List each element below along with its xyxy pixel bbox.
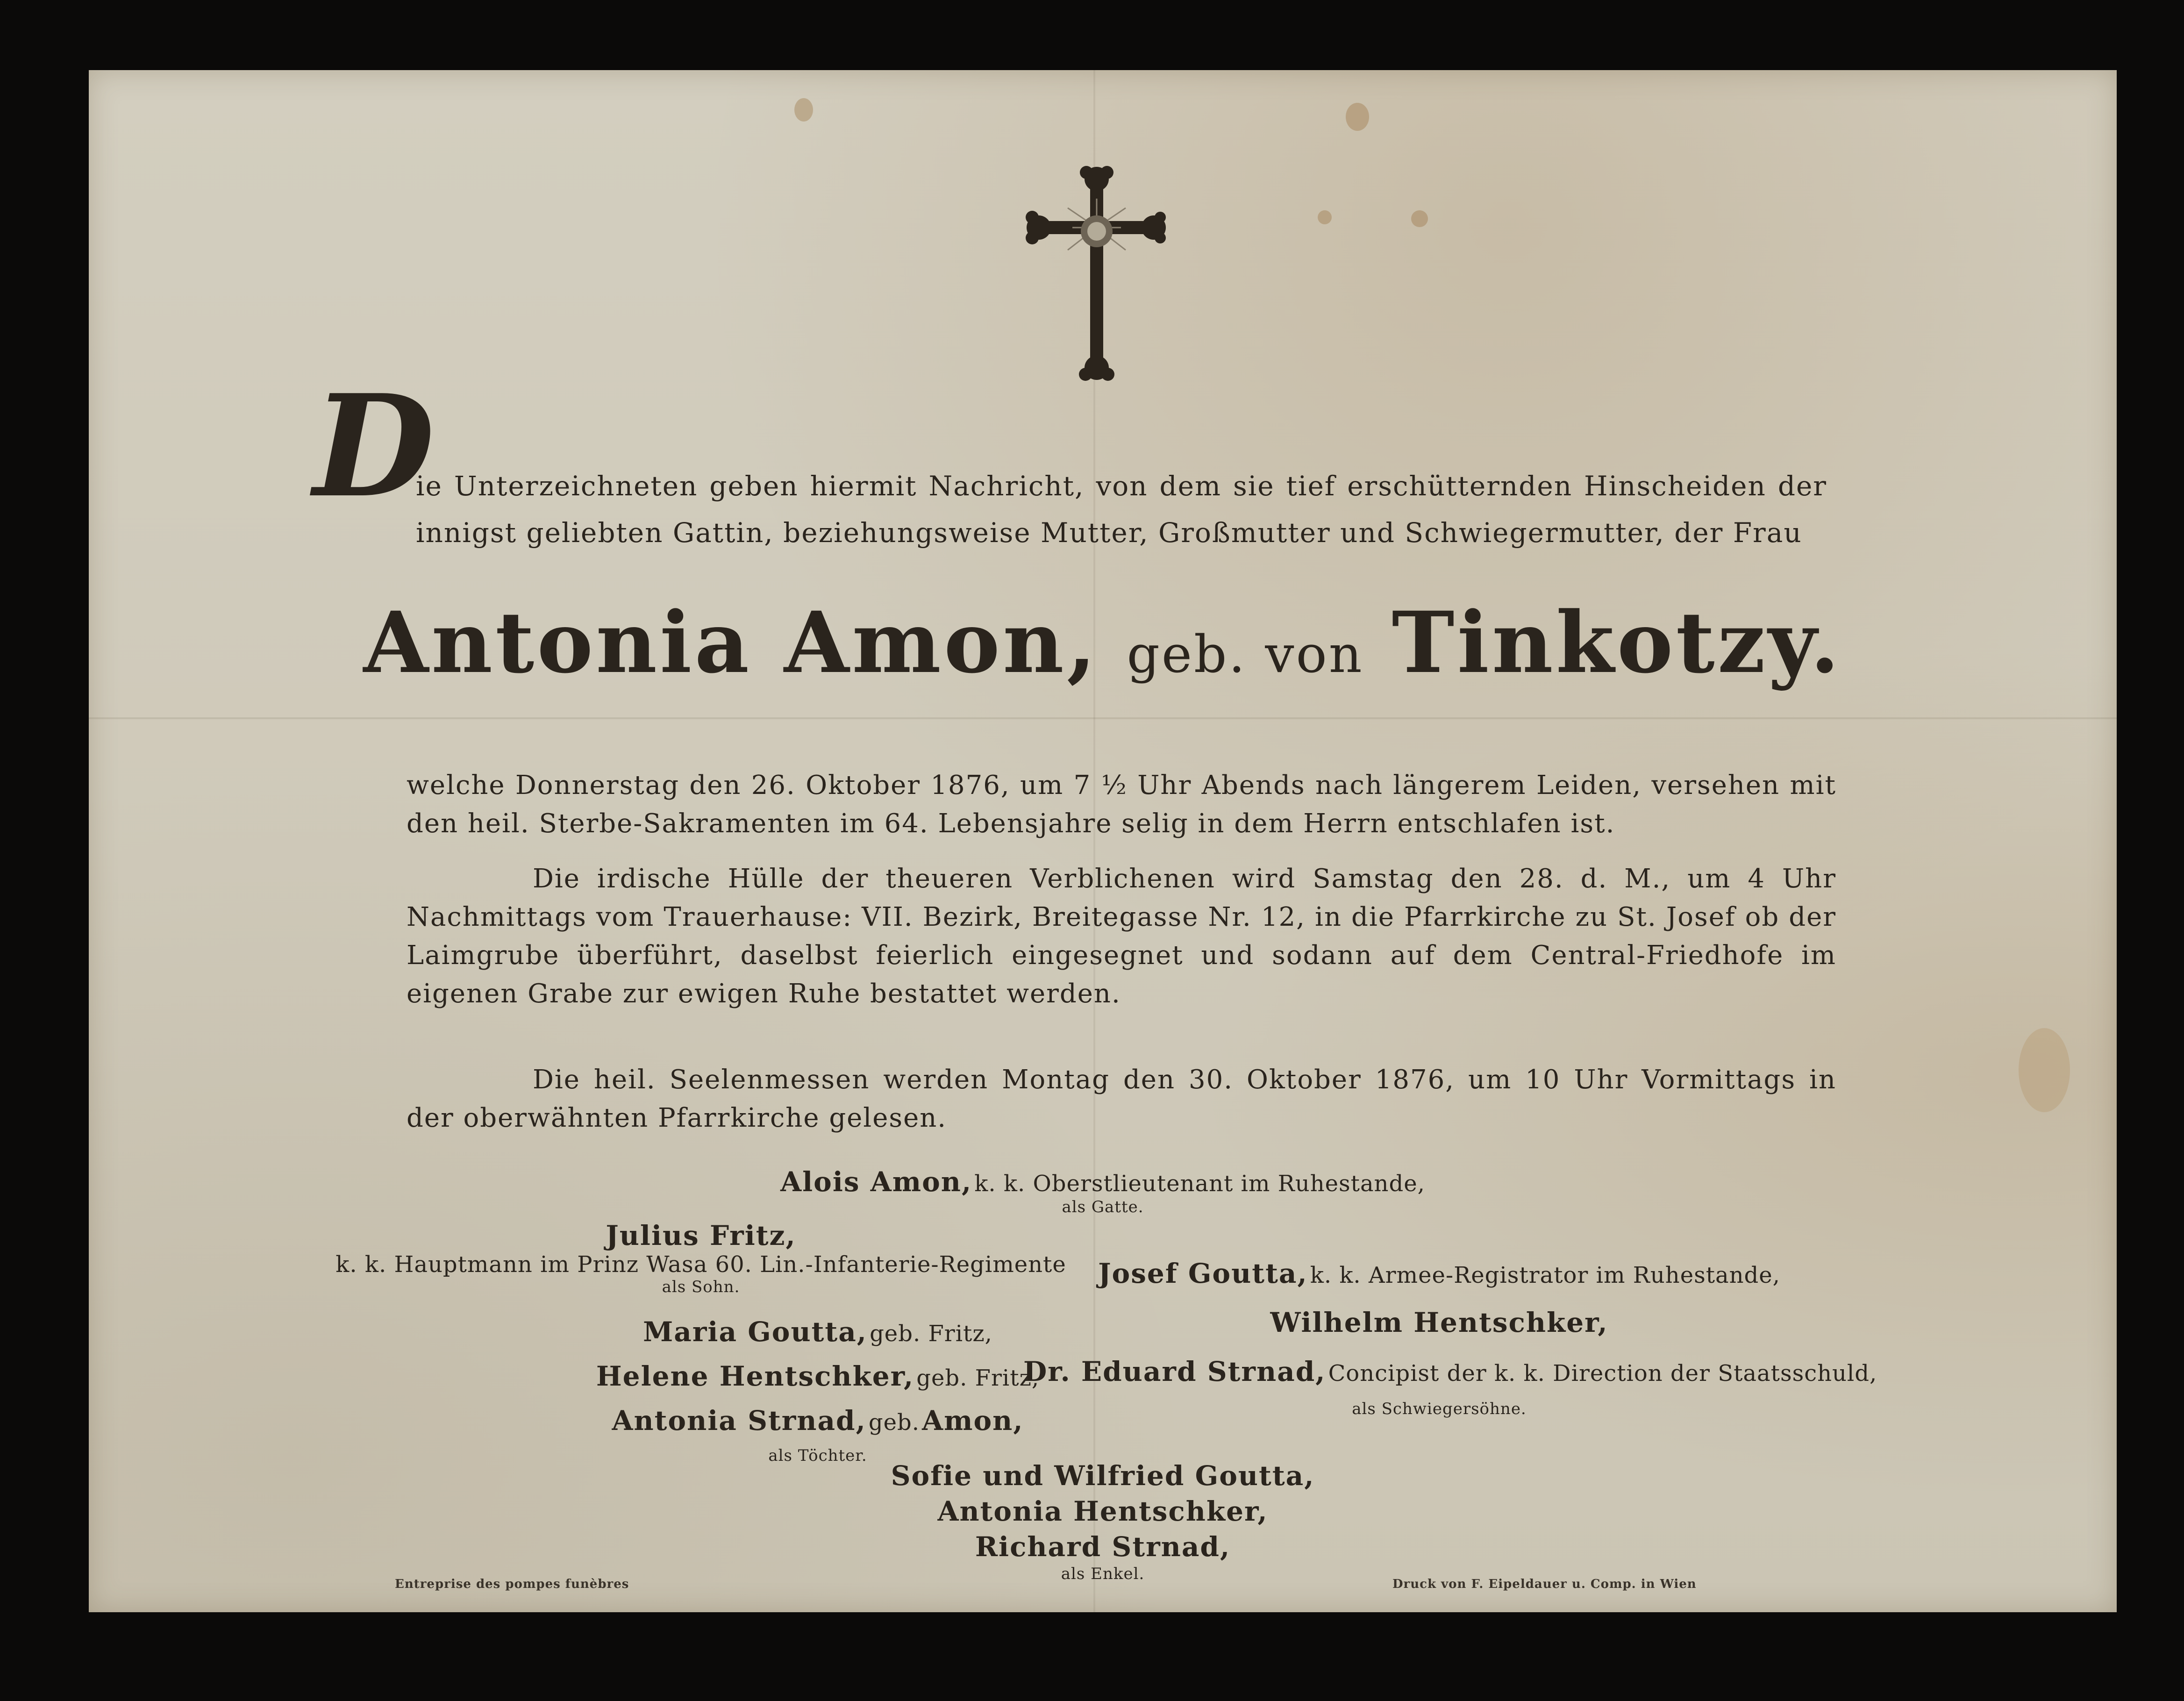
signatory-name: Helene Hentschker, [596,1360,914,1392]
signatory-son [285,1220,1117,1296]
signatory-title: k. k. Hauptmann im Prinz Wasa 60. Lin.-Infanterie-Regimente [335,1251,1066,1278]
nee-label: geb. Fritz, [916,1365,1040,1391]
stain [794,98,813,122]
signatory-name: Richard Strnad, [975,1531,1231,1563]
death-notice-paper [89,70,2117,1612]
signatory-sons-in-law [1023,1252,1877,1418]
relation-label: als Sohn. [662,1278,740,1296]
signatory-grandchildren [799,1458,1406,1583]
signatory-name: Wilhelm Hentschker, [1270,1307,1608,1338]
nee-label: geb. [868,1409,920,1436]
birth-name: Tinkotzy. [1392,593,1842,692]
deceased-name: Antonia Amon, [363,593,1099,692]
deceased-name-line [89,593,2117,692]
signatory-name: Sofie und Wilfried Goutta, [891,1460,1315,1492]
relation-label: als Töchter. [768,1446,867,1465]
stain [1346,103,1369,131]
signatory-daughters [509,1313,1126,1465]
fold-crease-horizontal [89,717,2117,719]
relation-label: als Enkel. [1061,1565,1145,1583]
signatory-name: Antonia Strnad, [612,1405,866,1437]
signatory-title: k. k. Oberstlieutenant im Ruhestande, [974,1171,1425,1197]
signatory-name: Julius Fritz, [606,1220,796,1251]
signatory-name: Dr. Eduard Strnad, [1023,1356,1326,1387]
nee-label: geb. von [1127,624,1364,684]
footer-printer: Druck von F. Eipeldauer u. Comp. in Wien [1392,1577,1697,1591]
stain [2019,1028,2070,1112]
intro-text: ie Unterzeichneten geben hiermit Nachricht, von dem sie tief erschütternden Hinscheiden der innigst geliebten Gattin, beziehungsweise Mutter, Großmutter und Schwiegermutter, der Frau [416,470,1827,549]
relation-label: als Schwiegersöhne. [1352,1400,1527,1418]
signatory-name: Alois Amon, [780,1166,972,1198]
signatory-title: k. k. Armee-Registrator im Ruhestande, [1310,1262,1780,1288]
cross-icon [1026,166,1166,381]
signatory-name: Josef Goutta, [1098,1258,1308,1289]
signatory-title: Concipist der k. k. Direction der Staatsschuld, [1328,1360,1877,1387]
death-paragraph: welche Donnerstag den 26. Oktober 1876, um 7 ½ Uhr Abends nach längerem Leiden, versehen mit den heil. Sterbe-Sakramenten im 64. Lebensjahre selig in dem Herrn entschlafen ist. [407,770,1836,839]
signatory-name: Antonia Hentschker, [937,1495,1268,1527]
stain [1318,210,1332,224]
footer-undertaker: Entreprise des pompes funèbres [395,1577,629,1591]
nee-label: geb. Fritz, [870,1321,992,1347]
stain [1411,210,1428,227]
funeral-paragraph: Die irdische Hülle der theueren Verblichenen wird Samstag den 28. d. M., um 4 Uhr Nachmittags vom Trauerhause: VII. Bezirk, Breitegasse Nr. 12, in die Pfarrkirche zu St. Josef ob der Laimgrube überführt, daselbst feierlich eingesegnet und sodann auf dem Central-Friedhofe im eigenen Grabe zur ewigen Ruhe bestattet werden. [407,864,1836,1009]
masses-paragraph: Die heil. Seelenmessen werden Montag den 30. Oktober 1876, um 10 Uhr Vormittags in der oberwähnten Pfarrkirche gelesen. [407,1065,1836,1133]
signatory-husband [696,1166,1509,1216]
ornamental-initial: D [313,364,435,529]
signatory-name: Maria Goutta, [643,1316,867,1348]
nee-name: Amon, [922,1405,1024,1437]
relation-label: als Gatte. [1062,1198,1144,1216]
